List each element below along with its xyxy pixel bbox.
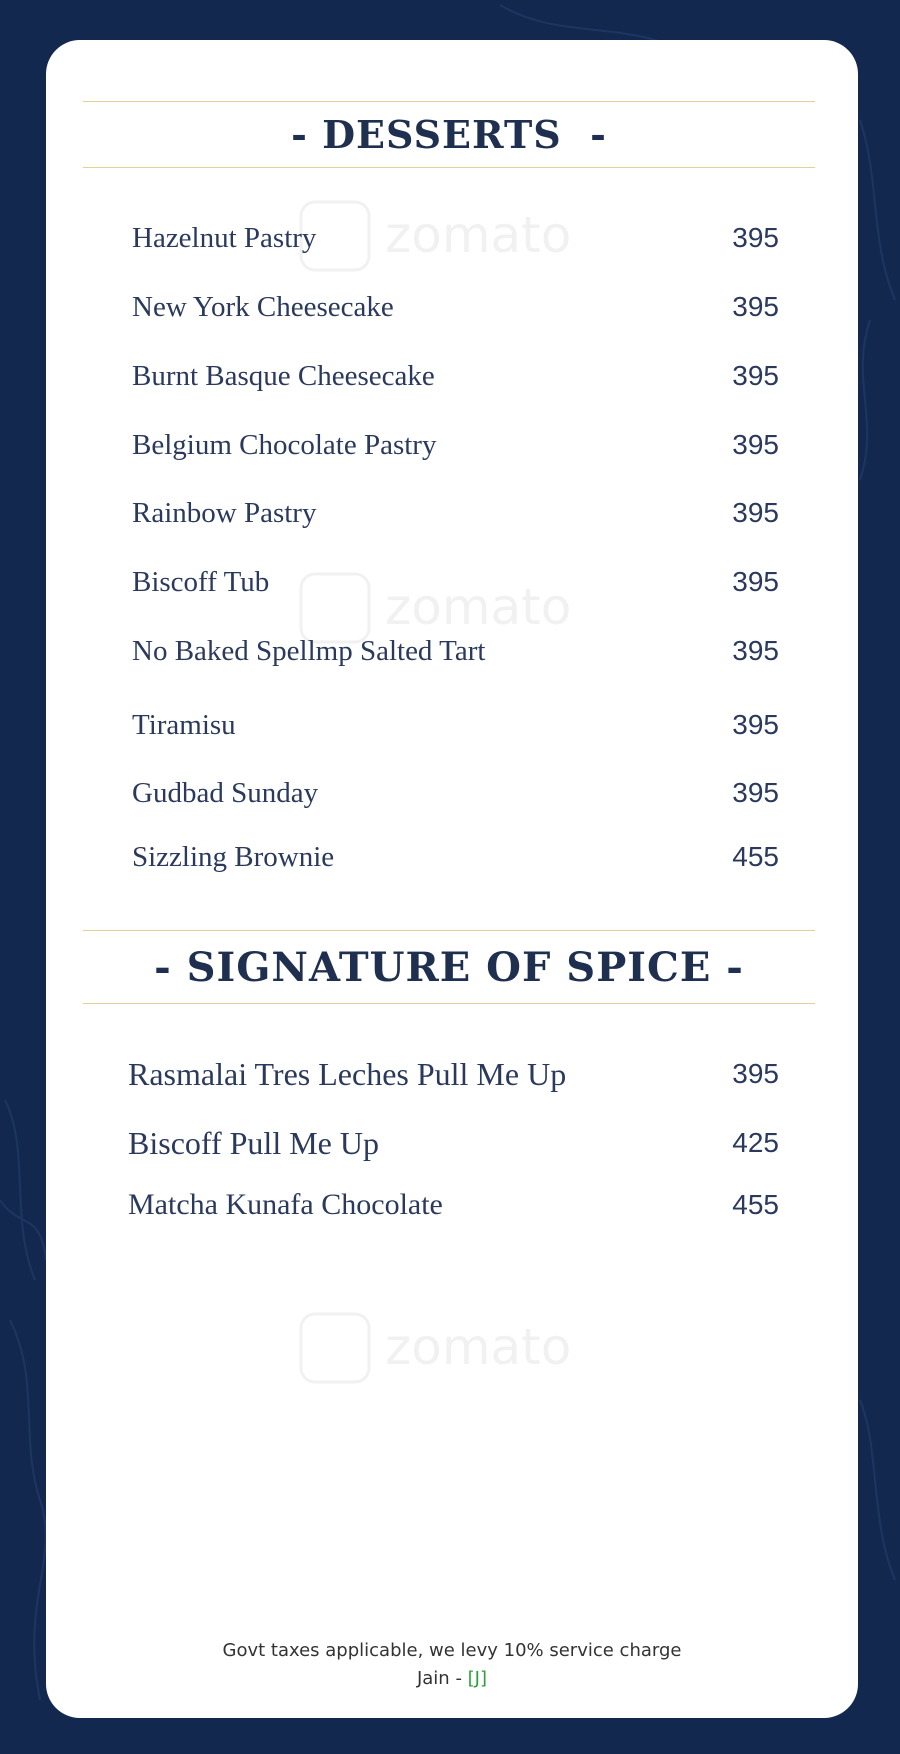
item-name: New York Cheesecake <box>132 290 394 323</box>
menu-item <box>46 705 858 745</box>
item-name: Belgium Chocolate Pastry <box>132 428 437 461</box>
item-price: 395 <box>732 222 779 253</box>
item-name: Gudbad Sunday <box>132 776 319 809</box>
item-name: Sizzling Brownie <box>132 840 335 873</box>
menu-item <box>46 631 858 671</box>
item-price: 395 <box>732 360 779 391</box>
section-title: - DESSERTS - <box>291 112 607 157</box>
zomato-watermark <box>299 1312 604 1384</box>
jain-label: Jain - <box>416 1668 468 1689</box>
section-title: - SIGNATURE OF SPICE - <box>154 943 744 991</box>
menu-item <box>46 356 858 396</box>
item-price: 395 <box>732 709 779 740</box>
item-price: 395 <box>732 566 779 597</box>
menu-card <box>46 40 858 1718</box>
zomato-watermark-text: zomato <box>385 578 572 636</box>
item-name: Hazelnut Pastry <box>132 221 317 254</box>
item-name: Biscoff Pull Me Up <box>128 1124 379 1161</box>
menu-item <box>46 218 858 258</box>
item-price: 395 <box>732 1058 779 1089</box>
jain-note <box>46 1668 858 1689</box>
item-name: Rainbow Pastry <box>132 496 317 529</box>
menu-item <box>46 837 858 877</box>
menu-item <box>46 1123 858 1163</box>
item-price: 395 <box>732 777 779 808</box>
item-name: Burnt Basque Cheesecake <box>132 359 435 392</box>
menu-item <box>46 1185 858 1225</box>
item-price: 455 <box>732 841 779 872</box>
zomato-watermark-text: zomato <box>385 1318 572 1376</box>
item-price: 395 <box>732 291 779 322</box>
item-name: Biscoff Tub <box>132 565 270 598</box>
item-price: 395 <box>732 635 779 666</box>
jain-symbol: [J] <box>467 1668 488 1689</box>
desserts-header <box>83 101 815 168</box>
item-price: 395 <box>732 497 779 528</box>
menu-item <box>46 287 858 327</box>
zomato-watermark-text: zomato <box>385 206 572 264</box>
item-name: Tiramisu <box>132 708 236 741</box>
item-name: Rasmalai Tres Leches Pull Me Up <box>128 1055 567 1092</box>
item-name: Matcha Kunafa Chocolate <box>128 1188 443 1221</box>
menu-item <box>46 1054 858 1094</box>
tax-note: Govt taxes applicable, we levy 10% service charge <box>222 1640 682 1661</box>
item-name: No Baked Spellmp Salted Tart <box>132 634 486 667</box>
item-price: 425 <box>732 1127 779 1158</box>
signature-of-spice-header <box>83 930 815 1004</box>
item-price: 395 <box>732 429 779 460</box>
menu-item <box>46 493 858 533</box>
menu-item <box>46 773 858 813</box>
menu-item <box>46 425 858 465</box>
item-price: 455 <box>732 1189 779 1220</box>
menu-item <box>46 562 858 602</box>
